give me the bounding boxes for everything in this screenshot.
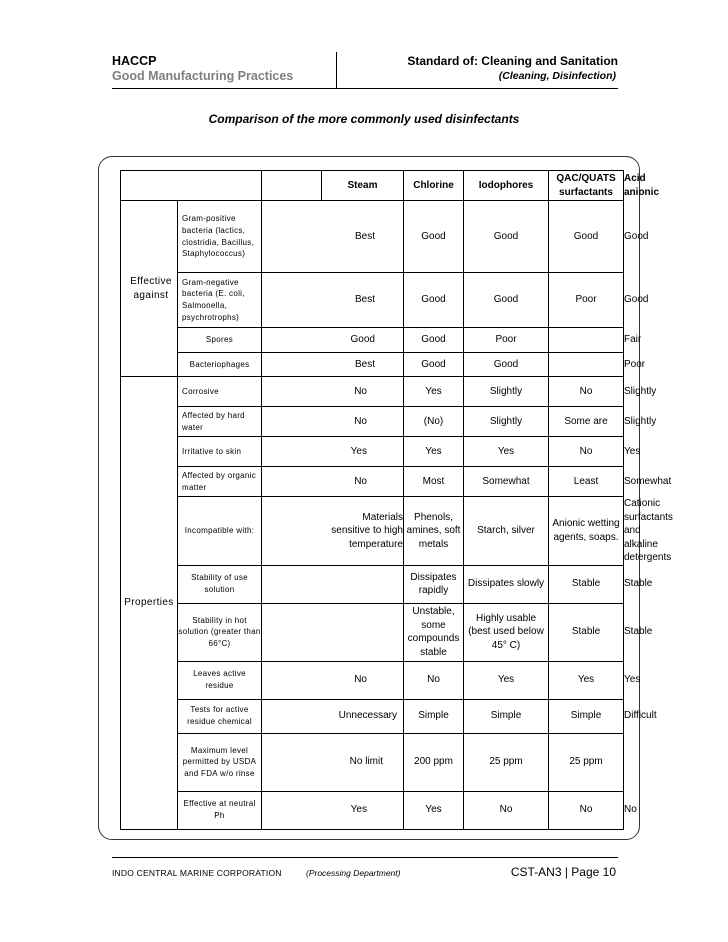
row-label-stability-hot: Stability in hot solution (greater than 66°C) [178, 603, 262, 661]
cell: 25 ppm [464, 733, 549, 791]
cell: Starch, silver [464, 497, 549, 566]
cell: No limit [262, 733, 404, 791]
table-row: Tests for active residue chemical Unnecessary Simple Simple Simple Difficult [121, 699, 624, 733]
cell [262, 565, 404, 603]
cell: No [404, 661, 464, 699]
row-label-neutral-ph: Effective at neutral Ph [178, 791, 262, 829]
table-row: Gram-negative bacteria (E. coli, Salmonella, psychrotrophs) Best Good Good Poor Good [121, 273, 624, 328]
table-row: Incompatible with: Materials sensitive to high temperature Phenols, amines, soft metals Starch, silver Anionic wetting agents, soaps. Cationic surfactants and alkaline detergents [121, 497, 624, 566]
cell: Somewhat [464, 467, 549, 497]
table-header-row: Steam Chlorine Iodophores QAC/QUATS surfactants Acid anionic [121, 171, 624, 201]
table-row: Effective at neutral Ph Yes Yes No No No [121, 791, 624, 829]
cell: Yes [404, 791, 464, 829]
cell: Least [549, 467, 624, 497]
header-left-subtitle: Good Manufacturing Practices [112, 69, 294, 83]
cell: Anionic wetting agents, soaps. [549, 497, 624, 566]
cell: Phenols, amines, soft metals [404, 497, 464, 566]
row-label-bacteriophages: Bacteriophages [178, 353, 262, 377]
cell: No [549, 791, 624, 829]
cell: Best [262, 201, 404, 273]
cell: Good [404, 328, 464, 353]
table-row: Affected by organic matter No Most Somewhat Least Somewhat [121, 467, 624, 497]
header-blank-cell [121, 171, 262, 201]
cell: Best [262, 273, 404, 328]
cell: No [262, 377, 404, 407]
cell: No [549, 437, 624, 467]
cell: Simple [464, 699, 549, 733]
header-divider [336, 52, 337, 88]
page-header [112, 52, 618, 88]
cell: Yes [464, 661, 549, 699]
cell: Poor [549, 273, 624, 328]
row-label-tests-residue: Tests for active residue chemical [178, 699, 262, 733]
footer-rule [112, 857, 618, 858]
col-header-steam: Steam [322, 171, 404, 201]
cell: No [262, 661, 404, 699]
header-right-title: Standard of: Cleaning and Sanitation [407, 54, 618, 68]
header-empty-col [262, 171, 322, 201]
row-label-leaves-residue: Leaves active residue [178, 661, 262, 699]
cell: Good [464, 353, 549, 377]
row-label-corrosive: Corrosive [178, 377, 262, 407]
footer-company: INDO CENTRAL MARINE CORPORATION [112, 868, 282, 878]
cell: Slightly [464, 377, 549, 407]
col-header-iodophores: Iodophores [464, 171, 549, 201]
cell [549, 328, 624, 353]
cell: Good [464, 201, 549, 273]
row-label-spores: Spores [178, 328, 262, 353]
cell: 200 ppm [404, 733, 464, 791]
cell: Yes [464, 437, 549, 467]
cell: Best [262, 353, 404, 377]
cell: Yes [404, 437, 464, 467]
cell: Stable [549, 603, 624, 661]
page-title: Comparison of the more commonly used disinfectants [208, 112, 520, 126]
col-header-qac: QAC/QUATS surfactants [549, 171, 624, 201]
cell: Yes [404, 377, 464, 407]
cell: Some are [549, 407, 624, 437]
table-row: Stability in hot solution (greater than 66°C) Unstable, some compounds stable Highly usable (best used below 45° C) Stable Stable [121, 603, 624, 661]
cell: Unnecessary [262, 699, 404, 733]
cell: (No) [404, 407, 464, 437]
cell: Simple [549, 699, 624, 733]
cell: Most [404, 467, 464, 497]
col-header-chlorine: Chlorine [404, 171, 464, 201]
table-row: Irritative to skin Yes Yes Yes No Yes [121, 437, 624, 467]
cell: Good [404, 273, 464, 328]
cell: No [549, 377, 624, 407]
disinfectant-table [120, 170, 673, 830]
cell: Poor [464, 328, 549, 353]
table-row: Affected by hard water No (No) Slightly Some are Slightly [121, 407, 624, 437]
cell: Highly usable (best used below 45° C) [464, 603, 549, 661]
row-label-gram-positive: Gram-positive bacteria (lactics, clostridia, Bacillus, Staphylococcus) [178, 201, 262, 273]
cell: No [464, 791, 549, 829]
header-right-subtitle: (Cleaning, Disinfection) [498, 70, 616, 82]
footer-page-number: CST-AN3 | Page 10 [510, 865, 616, 879]
row-label-irritative: Irritative to skin [178, 437, 262, 467]
row-label-organic-matter: Affected by organic matter [178, 467, 262, 497]
cell: No [262, 407, 404, 437]
cell: No [262, 467, 404, 497]
cell [262, 603, 404, 661]
table-row: Effective against Gram-positive bacteria (lactics, clostridia, Bacillus, Staphylococcus) Best Good Good Good Good [121, 201, 624, 273]
header-rule [112, 88, 618, 89]
cell: Good [262, 328, 404, 353]
table-row: Spores Good Good Poor Fair [121, 328, 624, 353]
cell: Unstable, some compounds stable [404, 603, 464, 661]
row-label-stability-use: Stability of use solution [178, 565, 262, 603]
cell: Good [549, 201, 624, 273]
cell: Yes [549, 661, 624, 699]
table-row: Stability of use solution Dissipates rapidly Dissipates slowly Stable Stable [121, 565, 624, 603]
cell: Slightly [464, 407, 549, 437]
cell: Yes [262, 791, 404, 829]
cell: Simple [404, 699, 464, 733]
cell: Stable [549, 565, 624, 603]
row-label-incompatible: Incompatible with: [178, 497, 262, 566]
cell: Good [404, 201, 464, 273]
row-label-gram-negative: Gram-negative bacteria (E. coli, Salmonella, psychrotrophs) [178, 273, 262, 328]
table-row: Bacteriophages Best Good Good Poor [121, 353, 624, 377]
cell: Good [404, 353, 464, 377]
cell [549, 353, 624, 377]
footer-department: (Processing Department) [306, 868, 401, 878]
row-label-max-level: Maximum level permitted by USDA and FDA w/o rinse [178, 733, 262, 791]
cell: Good [464, 273, 549, 328]
cell: Dissipates rapidly [404, 565, 464, 603]
cell: 25 ppm [549, 733, 624, 791]
group-label-effective: Effective against [121, 201, 178, 377]
header-left-title: HACCP [112, 54, 157, 68]
group-label-properties: Properties [121, 377, 178, 830]
row-label-hard-water: Affected by hard water [178, 407, 262, 437]
table-row [121, 733, 624, 791]
table-row: Leaves active residue No No Yes Yes Yes [121, 661, 624, 699]
table-row: Properties Corrosive No Yes Slightly No Slightly [121, 377, 624, 407]
cell: Materials sensitive to high temperature [262, 497, 404, 566]
cell: Yes [262, 437, 404, 467]
cell: Dissipates slowly [464, 565, 549, 603]
